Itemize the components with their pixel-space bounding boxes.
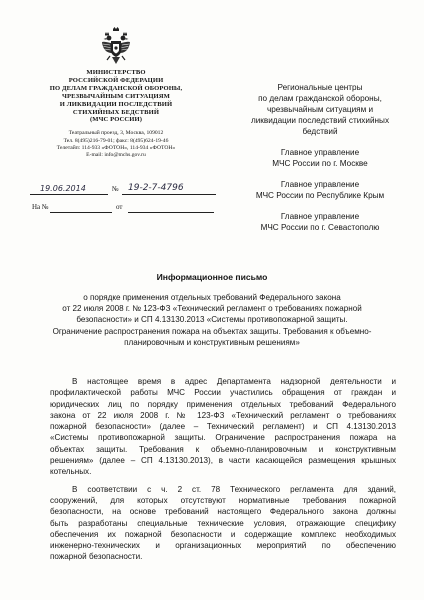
body-line: котельных. [50,467,92,477]
letter-title: Информационное письмо [156,272,268,282]
address-line: E-mail: info@mchs.gov.ru [86,151,146,158]
addressee-line: Главное управление [280,148,360,157]
body-line: закона от 22 июля 2008 г. № 123-ФЗ «Технический регламент о требованиях [50,410,396,420]
ministry-name [16,69,216,124]
ministry-line: МИНИСТЕРСТВО [86,69,146,76]
ministry-line: (МЧС РОССИИ) [89,116,143,124]
date-underline [30,194,108,195]
addressee-line: бедствий [302,127,338,136]
registration-number-label: № [112,185,119,193]
addressee-block [228,82,412,233]
registration-number: 19-2-7-4796 [128,183,184,193]
addressee-line: МЧС России по г. Москве [272,159,368,168]
ministry-line: ЧРЕЗВЫЧАЙНЫМ СИТУАЦИЯМ [62,92,170,100]
subject-line: безопасности» и СП 4.13130.2013 «Системы противопожарной защиты. [76,315,348,325]
body-line: В соответствии с ч. 2 ст. 78 Технического регламента для зданий, [72,484,396,494]
letter-body [50,376,396,563]
body-line: пожарной безопасности. [50,552,143,562]
double-headed-eagle-emblem-icon [99,26,133,66]
number-underline [122,194,216,195]
body-line: решениям» (далее – СП 4.13130.2013), в части касающейся размещения крышных [50,456,396,466]
reference-date-underline [128,212,214,213]
body-line: безопасности, на основе требований настоящего Федерального закона должны [50,507,396,517]
addressee-line: МЧС России по Республике Крым [255,191,385,200]
reference-number-underline [50,212,112,213]
ministry-line: РОССИЙСКОЙ ФЕДЕРАЦИИ [68,76,164,84]
body-line: «Системы противопожарной защиты. Ограничение распространения пожара на [50,433,396,443]
reference-row [32,203,218,215]
body-line: В настоящее время в адрес Департамента надзорной деятельности и [72,377,396,386]
reference-number-label: На № [32,203,49,211]
address-line: Театральный проезд, 3, Москва, 109012 [68,130,164,137]
addressee-line: МЧС России по г. Севастополю [260,223,380,232]
body-line: обеспечения их пожарной безопасности и содержащие комплекс необходимых [50,529,396,539]
address-line: Телетайп: 114-933 «ФОТОН», 114-934 «ФОТОН» [56,144,176,151]
sender-address [16,130,216,159]
addressee-line: Главное управление [280,212,360,221]
subject-line: от 22 июля 2008 г. № 123-ФЗ «Технический регламент о требованиях пожарной [62,304,362,314]
subject-line: Ограничение распространения пожара на объектах защиты. Требования к объемно- [52,326,372,336]
registration-row [16,184,218,197]
addressee-line: Региональные центры [277,83,363,92]
body-line: инженерно-технических и организационных мероприятий по обеспечению [50,541,396,551]
letter-subject [22,292,402,348]
reference-date-label: от [116,203,123,211]
sender-block [16,26,216,159]
ministry-line: СТИХИЙНЫХ БЕДСТВИЙ [72,108,160,116]
body-line: пожарной безопасности» (далее – Технический регламент) и СП 4.13130.2013 [50,422,396,432]
addressee-line: ликвидации последствий стихийных [250,116,390,125]
addressee-line: по делам гражданской обороны, [258,94,382,103]
body-line: сооружений, для которых отсутствуют нормативные требования пожарной [50,495,396,505]
ministry-line: ПО ДЕЛАМ ГРАЖДАНСКОЙ ОБОРОНЫ, [49,84,183,92]
body-line: быть разработаны специальные технические условия, отражающие специфику [50,518,396,528]
body-line: юридических лиц по порядку применения отдельных требований Федерального [50,399,396,409]
body-line: объектах защиты. Требования к объемно-планировочным и конструктивным [50,444,396,454]
subject-line: планировочным и конструктивным решениям» [124,337,300,347]
address-line: Тел. 8(495)216-79-01; факс: 8(495)624-19-46 [63,137,169,144]
ministry-line: И ЛИКВИДАЦИИ ПОСЛЕДСТВИЙ [59,100,173,108]
body-line: профилактической работы МЧС России участились обращения от граждан и [50,388,396,398]
addressee-line: чрезвычайным ситуациям и [266,105,374,114]
addressee-line: Главное управление [280,180,360,189]
subject-line: о порядке применения отдельных требований Федерального закона [83,293,341,302]
registration-date: 19.06.2014 [40,184,86,193]
